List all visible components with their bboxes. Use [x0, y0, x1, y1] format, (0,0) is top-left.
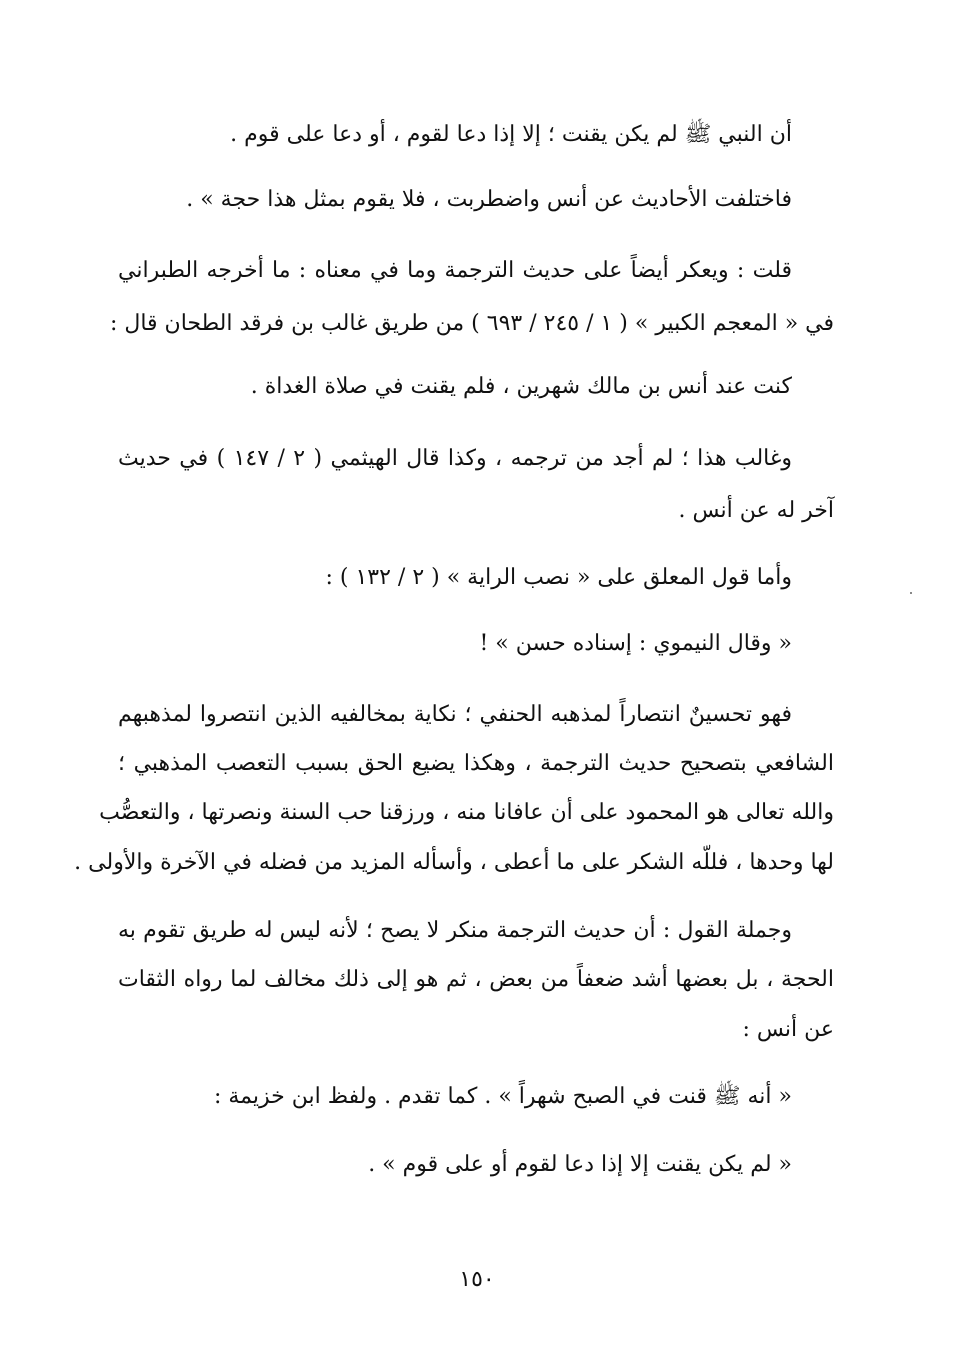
paragraph-8-line-3: والله تعالى هو المحمود على أن عافانا منه ، ورزقنا حب السنة ونصرتها ، والتعصُّب: [99, 800, 834, 825]
paragraph-9-line-1: وجملة القول : أن حديث الترجمة منكر لا يصح ؛ لأنه ليس له طريق تقوم به: [118, 918, 792, 943]
paragraph-8-line-2: الشافعي بتصحيح حديث الترجمة ، وهكذا يضيع الحق بسبب التعصب المذهبي ؛: [118, 751, 834, 776]
paragraph-8-line-4: لها وحدها ، فللّه الشكر على ما أعطى ، وأسأله المزيد من فضله في الآخرة والأولى .: [74, 850, 834, 875]
paragraph-4-line-1: كنت عند أنس بن مالك شهرين ، فلم يقنت في صلاة الغداة .: [250, 374, 792, 399]
paragraph-9-line-2: الحجة ، بل بعضها أشد ضعفاً من بعض ، ثم هو إلى ذلك مخالف لما رواه الثقات: [118, 967, 834, 992]
page-number: ١٥٠: [459, 1267, 495, 1292]
margin-dot: [910, 592, 912, 594]
paragraph-9-line-3: عن أنس :: [742, 1017, 834, 1042]
paragraph-1-line-1: أن النبي ﷺ لم يكن يقنت ؛ إلا إذا دعا لقوم ، أو دعا على قوم .: [230, 122, 792, 147]
paragraph-2-line-1: فاختلفت الأحاديث عن أنس واضطربت ، فلا يقوم بمثل هذا حجة » .: [186, 187, 792, 212]
paragraph-3-line-1: قلت : ويعكر أيضاً على حديث الترجمة وما في معناه : ما أخرجه الطبراني: [118, 258, 792, 283]
paragraph-11-line-1: « لم يكن يقنت إلا إذا دعا لقوم أو على قوم » .: [368, 1152, 792, 1177]
paragraph-8-line-1: فهو تحسينٌ انتصاراً لمذهبه الحنفي ؛ نكاية بمخالفيه الذين انتصروا لمذهبهم: [118, 702, 792, 727]
paragraph-3-line-2: في « المعجم الكبير » ( ١ / ٢٤٥ / ٦٩٣ ) من طريق غالب بن فرقد الطحان قال :: [109, 311, 834, 336]
paragraph-6-line-1: وأما قول المعلق على « نصب الراية » ( ٢ / ١٣٢ ) :: [325, 565, 792, 590]
paragraph-10-line-1: « أنه ﷺ قنت في الصبح شهراً » . كما تقدم . ولفظ ابن خزيمة :: [213, 1084, 792, 1109]
paragraph-7-line-1: « وقال النيموي : إسناده حسن » !: [479, 631, 792, 656]
paragraph-5-line-2: آخر له عن أنس .: [678, 498, 834, 523]
paragraph-5-line-1: وغالب هذا ؛ لم أجد من ترجمه ، وكذا قال الهيثمي ( ٢ / ١٤٧ ) في حديث: [118, 446, 792, 471]
